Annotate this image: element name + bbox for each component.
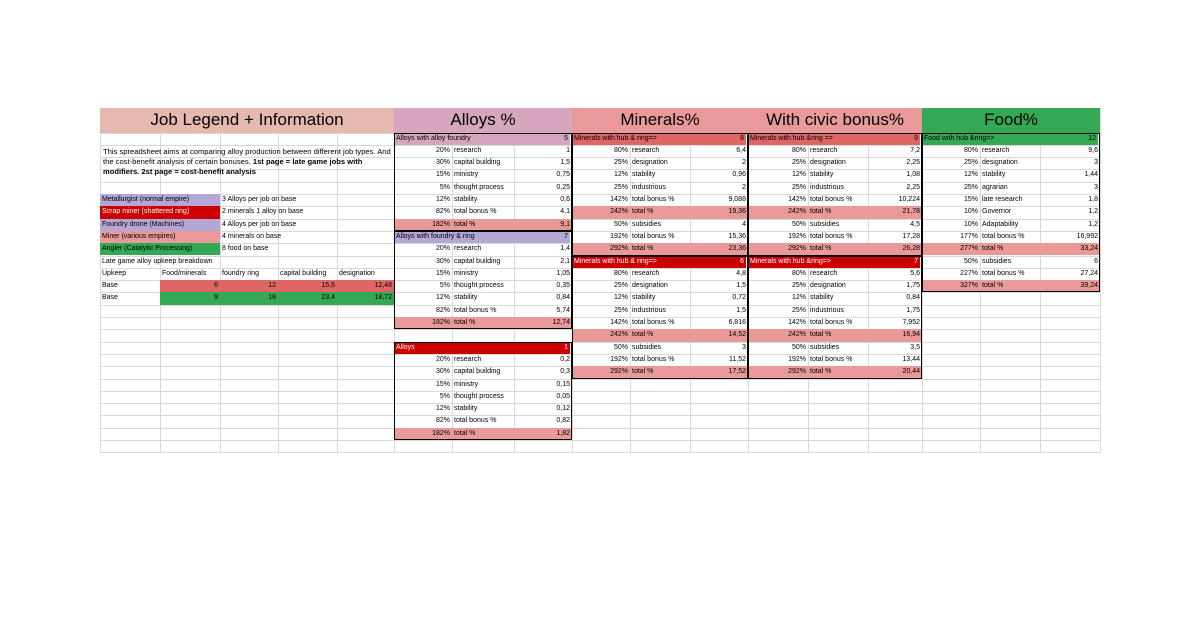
food-percent[interactable]: 25% [963,183,978,191]
food-percent[interactable]: 177% [960,232,978,240]
upkeep-row-label[interactable]: Base [102,282,118,290]
civic_2-label[interactable]: stability [810,294,834,302]
minerals_1-value[interactable]: 0,96 [732,171,746,179]
alloys_plain-value[interactable]: 1,82 [514,428,572,440]
minerals_1-label[interactable]: industrious [632,183,666,191]
minerals_2-label[interactable]: total % [630,366,690,378]
alloys_foundry-value[interactable]: 0,25 [556,183,570,191]
header-civic[interactable]: With civic bonus% [748,108,922,133]
food-value[interactable]: 27,24 [1080,269,1098,277]
minerals_1-label[interactable]: total bonus % [632,196,675,203]
minerals_1-percent[interactable]: 192% [610,232,628,240]
food-label[interactable]: designation [982,159,1018,167]
minerals_2-value[interactable]: 14,52 [690,329,748,341]
civic_1-percent[interactable]: 142% [788,196,806,203]
food-value[interactable]: 39,24 [1040,280,1100,292]
minerals_2-percent[interactable]: 80% [613,269,628,277]
alloys_plain-percent[interactable]: 30% [435,368,450,376]
alloys_plain-value[interactable]: 0,05 [556,392,570,400]
upkeep-value[interactable]: 18 [220,292,278,304]
food-value[interactable]: 1,2 [1088,220,1098,228]
spreadsheet-grid[interactable] [100,108,1100,453]
food-label[interactable]: Adaptability [982,220,1019,228]
alloys_plain-label[interactable]: stability [454,405,478,413]
alloys_foundry-percent[interactable]: 30% [435,159,450,167]
alloys_ring-percent[interactable]: 5% [439,282,450,290]
upkeep-row-label[interactable]: Base [102,294,118,302]
civic_2-label[interactable]: subsidies [810,343,840,351]
minerals_1-label[interactable]: subsidies [632,220,662,228]
minerals_1-value[interactable]: 23,36 [690,243,748,255]
minerals_1-value[interactable]: 6,4 [736,146,746,154]
alloys_foundry-value[interactable]: 9,1 [514,219,572,231]
grid-vline [1100,108,1101,453]
grid-hline [100,452,1100,453]
alloys_plain-percent[interactable]: 182% [394,428,452,440]
civic_2-percent[interactable]: 25% [791,282,806,290]
alloys_plain-label[interactable]: capital building [454,368,501,376]
alloys_plain-value[interactable]: 0,12 [556,405,570,413]
food-percent[interactable]: 25% [963,159,978,167]
upkeep-value[interactable]: 12,48 [337,280,394,292]
civic_1-value[interactable]: 7,2 [910,146,920,154]
minerals_1-title[interactable]: Minerals with hub & ring=> [572,133,746,145]
food-label[interactable]: total bonus % [982,232,1025,240]
alloys_foundry-value[interactable]: 0,6 [560,196,570,203]
legend-info[interactable]: 3 Alloys per job on base [222,196,297,203]
alloys_foundry-label[interactable]: total % [452,219,514,231]
food-label[interactable]: Governor [982,208,1012,216]
alloys_foundry-percent[interactable]: 5% [439,183,450,191]
alloys_plain-percent[interactable]: 5% [439,392,450,400]
upkeep-column-header[interactable]: capital building [280,269,327,277]
minerals_1-value[interactable]: 9,088 [728,196,746,203]
upkeep-value[interactable]: 12 [220,280,278,292]
civic_1-percent[interactable]: 25% [791,159,806,167]
minerals_1-value[interactable]: 19,36 [690,206,748,218]
food-outline [922,133,1100,293]
upkeep-column-header[interactable]: foundry ring [222,269,259,277]
minerals_2-value[interactable]: 4,8 [736,269,746,277]
civic_1-value[interactable]: 2,25 [906,159,920,167]
minerals_1-percent[interactable]: 25% [613,183,628,191]
minerals_1-value[interactable]: 2 [742,183,746,191]
legend-job[interactable]: Miner (various empires) [100,231,220,243]
civic_1-percent[interactable]: 292% [748,243,808,255]
alloys_ring-value[interactable]: 5,74 [556,306,570,314]
civic_2-percent[interactable]: 25% [791,306,806,314]
minerals_2-label[interactable]: total bonus % [632,319,675,326]
civic_2-percent[interactable]: 12% [791,294,806,302]
civic_2-value[interactable]: 13,44 [902,355,920,363]
alloys_foundry-percent[interactable]: 182% [394,219,452,231]
grid-hline [100,415,1100,416]
civic_2-label[interactable]: research [810,269,838,277]
description-bold: 1st page = late game jobs with modifiers. 2st page = cost-benefit analysis [103,156,363,176]
alloys_plain-value[interactable]: 0,82 [556,417,570,425]
alloys_foundry-percent[interactable]: 20% [435,146,450,154]
civic_1-value[interactable]: 10,224 [898,196,920,203]
civic_2-value[interactable]: 3,5 [910,343,920,351]
minerals_1-percent[interactable]: 50% [613,220,628,228]
civic_1-label[interactable]: total % [808,243,868,255]
alloys_foundry-label[interactable]: total bonus % [454,208,497,216]
minerals_1-value[interactable]: 2 [742,159,746,167]
food-label[interactable]: late research [982,196,1023,203]
minerals_1-percent[interactable]: 242% [572,206,630,218]
civic_2-outline [748,256,922,379]
civic_1-label[interactable]: total bonus % [810,196,853,203]
minerals_1-label[interactable]: total % [630,206,690,218]
minerals_2-outline [572,256,748,379]
alloys_ring-percent[interactable]: 82% [435,306,450,314]
food-percent[interactable]: 227% [960,269,978,277]
food-label[interactable]: stability [982,171,1006,179]
minerals_2-label[interactable]: subsidies [632,343,662,351]
food-value[interactable]: 1,8 [1088,196,1098,203]
minerals_2-title-value[interactable]: 6 [718,256,746,268]
alloys_ring-label[interactable]: research [454,245,482,253]
alloys_ring-value[interactable]: 12,74 [514,317,572,329]
alloys_foundry-value[interactable]: 1,5 [560,159,570,167]
minerals_1-percent[interactable]: 142% [610,196,628,203]
minerals_2-value[interactable]: 11,52 [729,355,746,363]
minerals_2-percent[interactable]: 25% [613,306,628,314]
alloys_plain-value[interactable]: 0,15 [556,380,570,388]
header-legend[interactable]: Job Legend + Information [100,108,394,133]
food-value[interactable]: 6 [1094,257,1098,265]
grid-hline [100,391,1100,392]
civic_2-label[interactable]: designation [810,282,846,290]
upkeep-value[interactable]: 23,4 [278,292,337,304]
upkeep-column-header[interactable]: Upkeep [102,269,127,277]
alloys_ring-percent[interactable]: 12% [435,294,450,302]
legend-job[interactable]: Angler (Catalytic Processing) [100,243,220,255]
civic_1-label[interactable]: total % [808,206,868,218]
alloys_ring-title[interactable]: Alloys with foundry & ring [394,231,570,243]
alloys_foundry-outline [394,133,572,231]
alloys_plain-label[interactable]: ministry [454,380,479,388]
alloys_ring-percent[interactable]: 182% [394,317,452,329]
civic_1-value[interactable]: 26,28 [868,243,922,255]
alloys_foundry-label[interactable]: research [454,146,482,154]
alloys_foundry-value[interactable]: 4,1 [560,208,570,216]
upkeep-value[interactable]: 9 [160,292,220,304]
legend-info[interactable]: 8 food on base [222,245,269,253]
food-percent[interactable]: 10% [963,220,978,228]
alloys_plain-label[interactable]: total % [452,428,514,440]
upkeep-value[interactable]: 18,72 [337,292,394,304]
minerals_2-value[interactable]: 3 [742,343,746,351]
minerals_2-percent[interactable]: 292% [572,366,630,378]
minerals_2-title[interactable]: Minerals with hub & ring=> [572,256,746,268]
civic_1-value[interactable]: 21,78 [868,206,922,218]
upkeep-value[interactable]: 15,6 [278,280,337,292]
legend-info[interactable]: 4 minerals on base [222,232,282,240]
civic_2-label[interactable]: industrious [810,306,844,314]
minerals_2-percent[interactable]: 25% [613,282,628,290]
header-food[interactable]: Food% [922,108,1100,133]
alloys_plain-value[interactable]: 0,2 [560,355,570,363]
civic_2-label[interactable]: total % [808,329,868,341]
food-label[interactable]: research [982,146,1010,154]
upkeep-value[interactable]: 6 [160,280,220,292]
food-title[interactable]: Food with hub &ring=> [922,133,1098,145]
minerals_1-value[interactable]: 15,36 [728,232,746,240]
header-minerals[interactable]: Minerals% [572,108,748,133]
minerals_1-percent[interactable]: 80% [613,146,628,154]
civic_1-percent[interactable]: 192% [788,232,806,240]
description-lead: This spreadsheet aims at comparing alloy production between different job types. And the cost-benefit analysis of certain bonuses. [103,146,391,166]
civic_2-value[interactable]: 16,94 [868,329,922,341]
alloys_ring-value[interactable]: 2,1 [560,257,570,265]
minerals_2-label[interactable]: industrious [632,306,666,314]
civic_1-value[interactable]: 17,28 [902,232,920,240]
civic_2-percent[interactable]: 80% [791,269,806,277]
alloys_plain-percent[interactable]: 82% [435,417,450,425]
minerals_2-label[interactable]: designation [632,282,668,290]
civic_2-percent[interactable]: 192% [788,355,806,363]
civic_1-label[interactable]: designation [810,159,846,167]
minerals_1-label[interactable]: total % [630,243,690,255]
civic_2-value[interactable]: 7,952 [902,319,920,326]
alloys_foundry-label[interactable]: capital building [454,159,501,167]
civic_2-value[interactable]: 5,6 [910,269,920,277]
minerals_2-value[interactable]: 17,52 [690,366,748,378]
alloys_ring-label[interactable]: total % [452,317,514,329]
food-value[interactable]: 1,44 [1084,171,1098,179]
civic_2-percent[interactable]: 242% [748,329,808,341]
alloys_plain-label[interactable]: total bonus % [454,417,497,425]
alloys_ring-label[interactable]: capital building [454,257,501,265]
legend-info[interactable]: 4 Alloys per job on base [222,220,297,228]
alloys_ring-percent[interactable]: 15% [435,269,450,277]
minerals_1-title-value[interactable]: 8 [718,133,746,145]
minerals_2-label[interactable]: total bonus % [632,355,675,363]
civic_1-label[interactable]: research [810,146,838,154]
alloys_ring-value[interactable]: 1,4 [560,245,570,253]
minerals_2-value[interactable]: 0,72 [732,294,746,302]
alloys_foundry-title[interactable]: Alloys with alloy foundry [394,133,570,145]
food-title-value[interactable]: 12 [1070,133,1098,145]
civic_2-title-value[interactable]: 7 [892,256,920,268]
alloys_ring-percent[interactable]: 20% [435,245,450,253]
grid-hline [100,440,1100,441]
alloys_ring-percent[interactable]: 30% [435,257,450,265]
alloys_foundry-percent[interactable]: 82% [435,208,450,216]
food-value[interactable]: 33,24 [1040,243,1100,255]
civic_1-label[interactable]: subsidies [810,220,840,228]
civic_1-value[interactable]: 2,25 [906,183,920,191]
minerals_2-label[interactable]: stability [632,294,656,302]
legend-job[interactable]: Scrap miner (shattered ring) [100,206,220,218]
food-percent[interactable]: 12% [963,171,978,179]
civic_2-value[interactable]: 20,44 [868,366,922,378]
minerals_2-percent[interactable]: 242% [572,329,630,341]
food-label[interactable]: total bonus % [982,269,1025,277]
minerals_2-percent[interactable]: 12% [613,294,628,302]
minerals_1-outline [572,133,748,256]
alloys_ring-label[interactable]: ministry [454,269,479,277]
civic_2-percent[interactable]: 142% [788,319,806,326]
alloys_foundry-label[interactable]: stability [454,196,478,203]
civic_2-percent[interactable]: 292% [748,366,808,378]
food-value[interactable]: 1,2 [1088,208,1098,216]
alloys_plain-title-value[interactable]: 1 [542,342,570,354]
minerals_2-value[interactable]: 1,5 [736,282,746,290]
alloys_ring-outline [394,231,572,329]
civic_1-percent[interactable]: 25% [791,183,806,191]
minerals_1-label[interactable]: total bonus % [632,232,675,240]
civic_1-percent[interactable]: 242% [748,206,808,218]
alloys_foundry-value[interactable]: 1 [566,146,570,154]
minerals_1-label[interactable]: designation [632,159,668,167]
minerals_1-percent[interactable]: 292% [572,243,630,255]
civic_1-label[interactable]: total bonus % [810,232,853,240]
food-label[interactable]: subsidies [982,257,1012,265]
alloys_plain-title[interactable]: Alloys [394,342,570,354]
alloys_plain-label[interactable]: thought process [454,392,504,400]
alloys_foundry-label[interactable]: ministry [454,171,479,179]
food-label[interactable]: agrarian [982,183,1008,191]
header-alloys[interactable]: Alloys % [394,108,572,133]
alloys_ring-value[interactable]: 1,05 [556,269,570,277]
civic_2-value[interactable]: 1,75 [906,306,920,314]
civic_2-percent[interactable]: 50% [791,343,806,351]
civic_1-title[interactable]: Minerals with hub &ring => [748,133,920,145]
alloys_plain-label[interactable]: research [454,355,482,363]
upkeep-column-header[interactable]: designation [339,269,375,277]
minerals_2-percent[interactable]: 192% [610,355,628,363]
minerals_2-value[interactable]: 6,816 [728,319,746,326]
alloys_plain-percent[interactable]: 15% [435,380,450,388]
minerals_2-percent[interactable]: 142% [610,319,628,326]
civic_1-value[interactable]: 4,5 [910,220,920,228]
food-value[interactable]: 3 [1094,159,1098,167]
minerals_1-percent[interactable]: 25% [613,159,628,167]
food-value[interactable]: 16,992 [1076,232,1098,240]
minerals_1-percent[interactable]: 12% [613,171,628,179]
civic_2-value[interactable]: 0,84 [906,294,920,302]
civic_2-label[interactable]: total bonus % [810,319,853,326]
civic_1-outline [748,133,922,256]
food-percent[interactable]: 327% [922,280,980,292]
food-percent[interactable]: 277% [922,243,980,255]
alloys_ring-label[interactable]: thought process [454,282,504,290]
upkeep-column-header[interactable]: Food/minerals [162,269,207,277]
civic_2-title[interactable]: Minerals with hub &ring=> [748,256,920,268]
alloys_plain-value[interactable]: 0,3 [560,368,570,376]
civic_2-label[interactable]: total % [808,366,868,378]
food-percent[interactable]: 80% [963,146,978,154]
legend-job[interactable]: Foundry drone (Machines) [100,219,220,231]
grid-hline [100,379,1100,380]
civic_1-percent[interactable]: 50% [791,220,806,228]
description-text[interactable] [100,147,394,184]
alloys_ring-label[interactable]: stability [454,294,478,302]
legend-job[interactable]: Metallurgist (normal empire) [100,194,220,206]
alloys_foundry-percent[interactable]: 12% [435,196,450,203]
civic_2-value[interactable]: 1,75 [906,282,920,290]
alloys_foundry-percent[interactable]: 15% [435,171,450,179]
minerals_1-value[interactable]: 4 [742,220,746,228]
alloys_ring-value[interactable]: 0,35 [556,282,570,290]
alloys_ring-value[interactable]: 0,84 [556,294,570,302]
alloys_plain-percent[interactable]: 12% [435,405,450,413]
minerals_1-label[interactable]: stability [632,171,656,179]
civic_1-percent[interactable]: 80% [791,146,806,154]
minerals_2-percent[interactable]: 50% [613,343,628,351]
food-value[interactable]: 3 [1094,183,1098,191]
civic_1-label[interactable]: industrious [810,183,844,191]
grid-hline [100,403,1100,404]
food-percent[interactable]: 15% [963,196,978,203]
upkeep-title[interactable]: Late game alloy upkeep breakdown [102,257,213,265]
food-label[interactable]: total % [980,280,1040,292]
alloys_ring-title-value[interactable]: 7 [542,231,570,243]
minerals_2-label[interactable]: research [632,269,660,277]
food-value[interactable]: 9,6 [1088,146,1098,154]
legend-info[interactable]: 2 minerals 1 alloy on base [222,208,304,216]
food-percent[interactable]: 10% [963,208,978,216]
civic_1-title-value[interactable]: 9 [892,133,920,145]
minerals_2-value[interactable]: 1,5 [736,306,746,314]
alloys_foundry-label[interactable]: thought process [454,183,504,191]
alloys_ring-label[interactable]: total bonus % [454,306,497,314]
civic_2-label[interactable]: total bonus % [810,355,853,363]
grid-hline [100,428,1100,429]
alloys_plain-outline [394,342,572,440]
alloys_foundry-value[interactable]: 0,75 [556,171,570,179]
food-label[interactable]: total % [980,243,1040,255]
minerals_2-label[interactable]: total % [630,329,690,341]
minerals_1-label[interactable]: research [632,146,660,154]
alloys_plain-percent[interactable]: 20% [435,355,450,363]
food-percent[interactable]: 50% [963,257,978,265]
civic_1-percent[interactable]: 12% [791,171,806,179]
civic_1-value[interactable]: 1,08 [906,171,920,179]
civic_1-label[interactable]: stability [810,171,834,179]
alloys_foundry-title-value[interactable]: 5 [542,133,570,145]
